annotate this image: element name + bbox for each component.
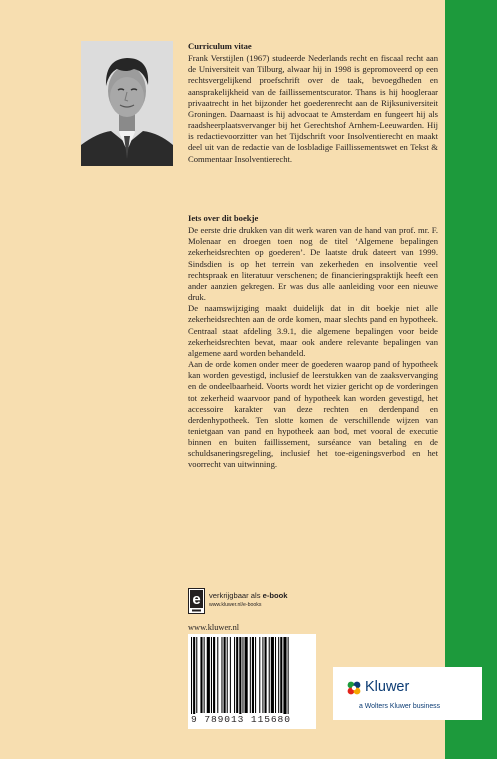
ebook-label-bold: e-book	[262, 591, 288, 600]
author-portrait-icon	[81, 41, 173, 166]
publisher-url[interactable]: www.kluwer.nl	[188, 623, 240, 632]
ebook-label	[209, 591, 288, 600]
cv-heading: Curriculum vitae	[188, 41, 252, 51]
cv-body: Frank Verstijlen (1967) studeerde Nederlands recht en fiscaal recht aan de Universiteit van Tilburg, alwaar hij in 1998 is gepromoveerd op een rechtsvergelijkend proefschrift over de taak, bevoegdheden en aansprakelijkheid van de faillissementscurator. Thans is hij hoogleraar privaatrecht in het bijzonder het goederenrecht aan de Rijksuniversiteit Groningen. Daarnaast is hij advocaat te Amsterdam en fungeert hij als raadsheerplaatsvervanger bij het Gerechtshof Arnhem-Leeuwarden. Hij is redactievoorzitter van het Tijdschrift voor Insolventierecht en maakt deel uit van de redactie van de losbladige Faillissementswet en Tekst & Commentaar Insolventierecht.	[188, 53, 438, 164]
about-paragraph-2: De naamswijziging maakt duidelijk dat in dit boekje niet alle zekerheidsrechten aan de orde komen, maar slechts pand en hypotheek. Centraal staat afdeling 3.9.1, die algemene bepalingen voor beide zekerheidsrechten bevat, maar ook andere relevante bepalingen van algemene aard worden behandeld.	[188, 303, 438, 358]
curriculum-vitae-section	[188, 41, 438, 165]
green-spine-band	[445, 0, 497, 759]
about-heading: Iets over dit boekje	[188, 213, 259, 223]
svg-text:e: e	[192, 591, 201, 608]
isbn-digits: 9 789013 115680	[191, 714, 316, 725]
publisher-logo	[333, 667, 482, 720]
about-paragraph-3: Aan de orde komen onder meer de goederen waarop pand of hypotheek kan worden gevestigd, inclusief de leerstukken van de zaaksvervanging en de ondeelbaarheid. Voorts wordt het vizier gericht op de vorderingen tot zekerheid waarvoor pand of hypotheek kan worden gevestigd, het accessoire karakter van deze rechten en derdenpand en derdenhypotheek. Ten slotte komen de verschillende wijzen van tenietgaan van pand en hypotheek aan bod, met vooral de executie binnen en buiten faillissement, surséance van betaling en de schuldsaneringsregeling, inclusief het toe-eigeningsverbod en het voorrecht van uitwinning.	[188, 359, 438, 470]
about-book-section	[188, 213, 438, 471]
logo-name: Kluwer	[365, 679, 410, 695]
isbn-barcode	[188, 634, 316, 729]
author-photo	[81, 41, 173, 166]
ebook-url[interactable]: www.kluwer.nl/e-books	[209, 602, 262, 608]
logo-tagline: a Wolters Kluwer business	[359, 703, 441, 710]
about-paragraph-1: De eerste drie drukken van dit werk waren van de hand van prof. mr. F. Molenaar en droegen toen nog de titel ‘Algemene bepalingen zekerheidsrechten op goederen’. De laatste druk dateert van 1999. Sindsdien is op het terrein van zekerheden en insolventie veel rechtspraak en literatuur verschenen; de financieringspraktijk heeft een ander aanzien gekregen. Er was dus alle aanleiding voor een nieuwe druk.	[188, 225, 438, 303]
barcode-bars	[188, 634, 316, 714]
kluwer-emblem-icon	[347, 681, 361, 695]
ebook-e-icon	[188, 588, 205, 614]
ebook-notice	[188, 588, 308, 618]
ebook-label-prefix: verkrijgbaar als	[209, 591, 263, 600]
